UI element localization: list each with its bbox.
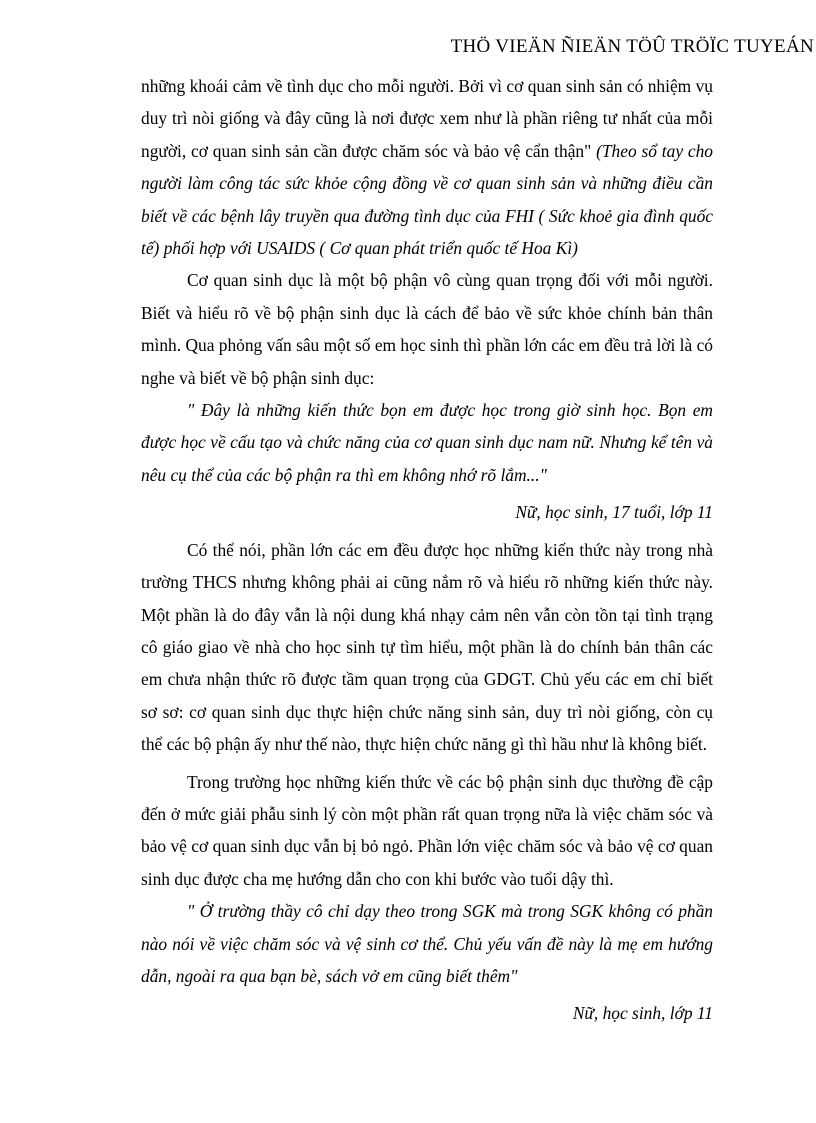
quote-attribution: Nữ, học sinh, lớp 11 bbox=[572, 1003, 713, 1024]
interview-quote: " Đây là những kiến thức bọn em được học trong giờ sinh học. Bọn em được học về cấu tạo và chức năng của cơ quan sinh dục nam nữ. Nhưng kể tên và nêu cụ thể của các bộ phận ra thì em không nhớ rõ lắm..." bbox=[141, 400, 713, 485]
citation-text: (Theo sổ tay cho người làm công tác sức khỏe cộng đồng về cơ quan sinh sản và những điều cần biết về các bệnh lây truyền qua đường tình dục của FHI ( Sức khoẻ gia đình quốc tế) phối hợp với USAIDS ( Cơ quan phát triển quốc tế Hoa Kì) bbox=[141, 140, 713, 259]
paragraph-body: Có thể nói, phần lớn các em đều được học những kiến thức này trong nhà trường THCS nhưng không phải ai cũng nắm rõ và hiểu rõ những kiến thức này. Một phần là do đây vẫn là nội dung khá nhạy cảm nên vẫn còn tồn tại tình trạng cô giáo giao về nhà cho học sinh tự tìm hiểu, một phần là do chính bản thân các em chưa nhận thức rõ được tầm quan trọng của GDGT. Chủ yếu các em chỉ biết sơ sơ: cơ quan sinh dục thực hiện chức năng sinh sản, duy trì nòi giống, còn cụ thể các bộ phận ấy như thế nào, thực hiện chức năng gì thì hầu như là không biết. bbox=[141, 539, 713, 755]
interview-quote: " Ở trường thầy cô chỉ dạy theo trong SGK mà trong SGK không có phần nào nói về việc chăm sóc và vệ sinh cơ thể. Chủ yếu vấn đề này là mẹ em hướng dẫn, ngoài ra qua bạn bè, sách vở em cũng biết thêm" bbox=[141, 901, 713, 986]
library-header: THÖ VIEÄN ÑIEÄN TÖÛ TRÖÏC TUYEÁN bbox=[450, 36, 814, 57]
document-body bbox=[141, 70, 713, 1030]
paragraph-body: Cơ quan sinh dục là một bộ phận vô cùng quan trọng đối với mỗi người. Biết và hiểu rõ về bộ phận sinh dục là cách để bảo về sức khỏe chính bản thân mình. Qua phỏng vấn sâu một số em học sinh thì phần lớn các em đều trả lời là có nghe và biết về bộ phận sinh dục: bbox=[141, 270, 713, 388]
quote-attribution: Nữ, học sinh, 17 tuổi, lớp 11 bbox=[515, 502, 713, 523]
paragraph-body: Trong trường học những kiến thức về các bộ phận sinh dục thường đề cập đến ở mức giải phẫu sinh lý còn một phần rất quan trọng nữa là việc chăm sóc và bảo vệ cơ quan sinh dục vẫn bị bỏ ngỏ. Phần lớn việc chăm sóc và bảo vệ cơ quan sinh dục được cha mẹ hướng dẫn cho con khi bước vào tuổi dậy thì. bbox=[141, 771, 713, 889]
paragraph-text: những khoái cảm về tình dục cho mỗi người. Bởi vì cơ quan sinh sản có nhiệm vụ duy trì nòi giống và đây cũng là nơi được xem như là phần riêng tư nhất của mỗi người, cơ quan sinh sản cần được chăm sóc và bảo vệ cẩn thận" bbox=[141, 76, 713, 161]
paragraph-continuation bbox=[141, 70, 713, 264]
